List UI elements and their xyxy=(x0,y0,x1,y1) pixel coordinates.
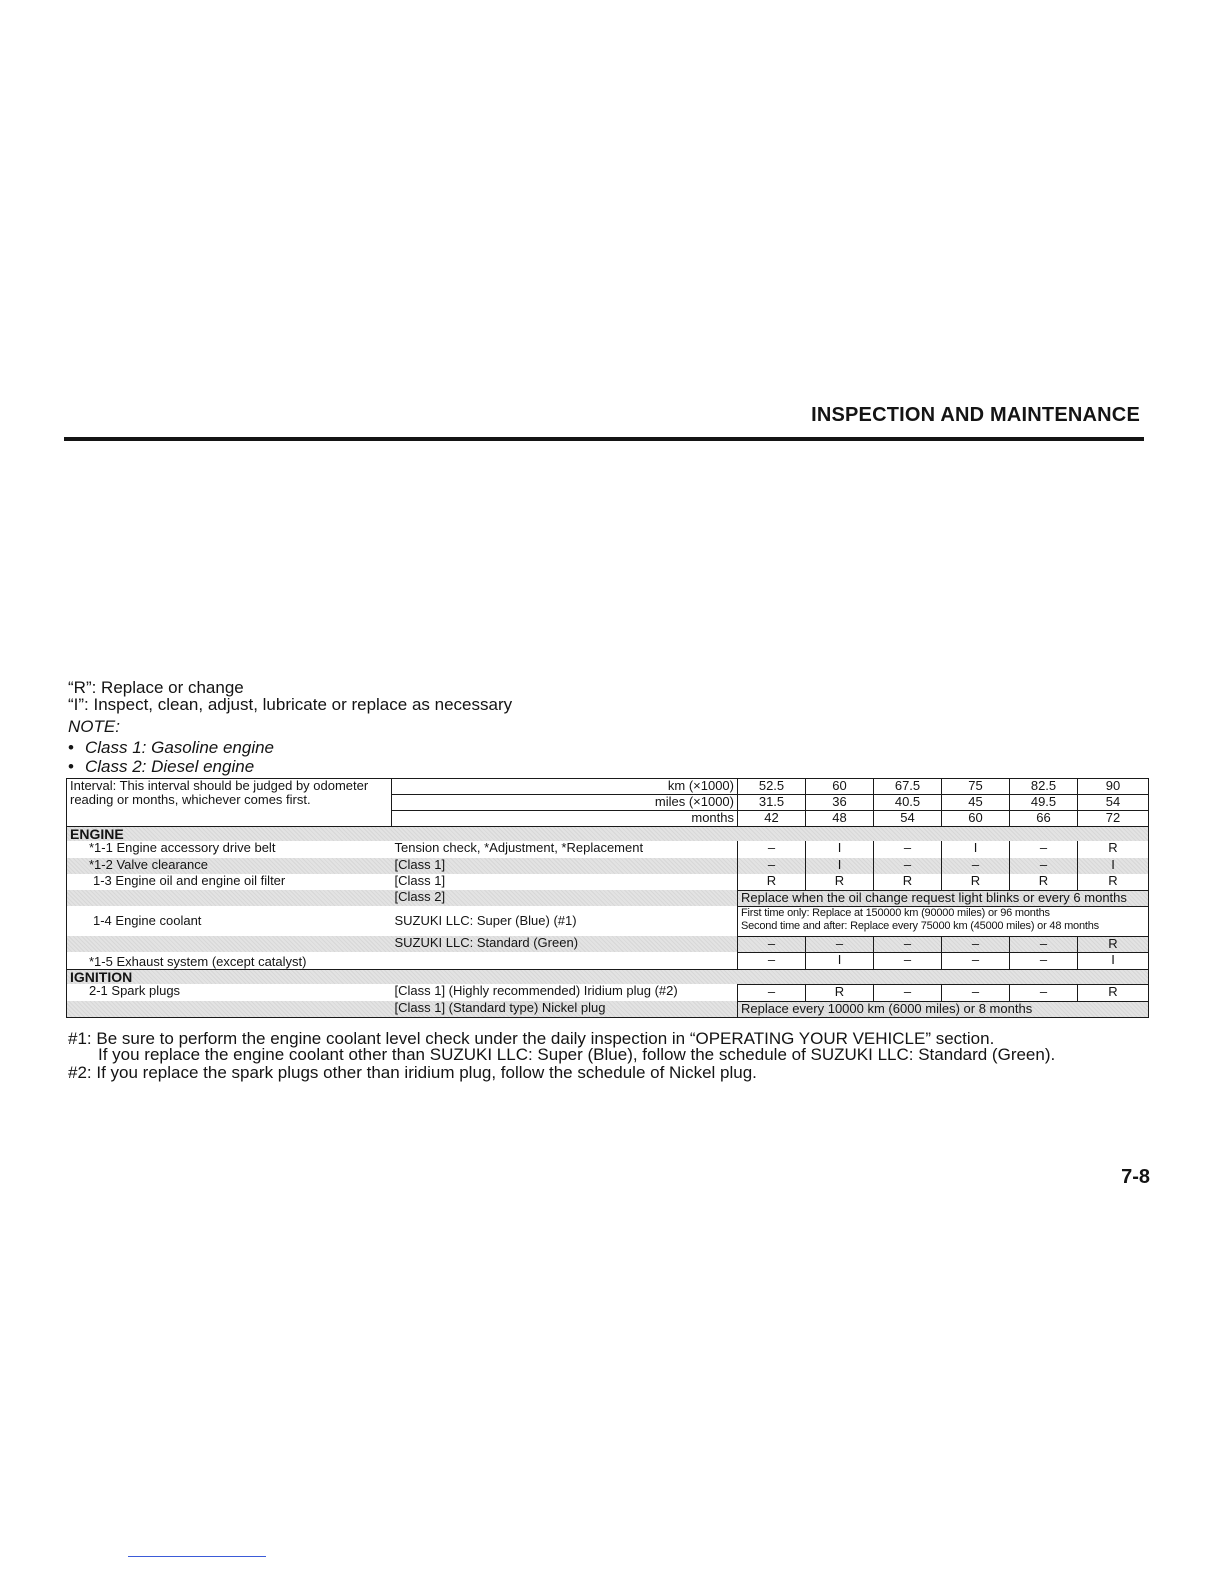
schedule-cell: – xyxy=(942,936,1010,952)
item-name: *1-1 Engine accessory drive belt xyxy=(67,841,392,858)
coolant-first-time: First time only: Replace at 150000 km (90000 miles) or 96 months xyxy=(741,906,1050,919)
item-name: *1-2 Valve clearance xyxy=(67,858,392,874)
schedule-cell: – xyxy=(738,858,806,874)
schedule-cell: – xyxy=(874,858,942,874)
note-label: NOTE: xyxy=(68,717,120,736)
schedule-cell: – xyxy=(874,952,942,969)
km-cell: 82.5 xyxy=(1010,779,1078,795)
schedule-cell: – xyxy=(806,936,874,952)
schedule-cell: – xyxy=(942,858,1010,874)
schedule-cell: I xyxy=(806,841,874,858)
schedule-cell: I xyxy=(942,841,1010,858)
km-cell: 75 xyxy=(942,779,1010,795)
oil-class2-schedule: Replace when the oil change request light blinks or every 6 months xyxy=(738,890,1149,906)
table-row xyxy=(67,1001,1149,1017)
km-cell: 67.5 xyxy=(874,779,942,795)
table-row xyxy=(67,952,1149,969)
engine-section-row xyxy=(67,827,1149,842)
schedule-cell: – xyxy=(1010,858,1078,874)
item-detail: SUZUKI LLC: Super (Blue) (#1) xyxy=(394,913,577,928)
footnote-1: #1: Be sure to perform the engine coolant level check under the daily inspection in “OPERATING YOUR VEHICLE” section. xyxy=(68,1029,995,1048)
item-detail: [Class 1] xyxy=(394,874,446,888)
item-name: 1-4 Engine coolant xyxy=(67,906,392,936)
schedule-cell: – xyxy=(1010,841,1078,858)
km-label: km (×1000) xyxy=(392,779,738,795)
item-detail: [Class 2] xyxy=(394,890,446,904)
months-cell: 54 xyxy=(874,811,942,827)
table-row xyxy=(67,906,1149,936)
item-name: *1-5 Exhaust system (except catalyst) xyxy=(67,952,392,969)
engine-section-title: ENGINE xyxy=(67,827,1149,842)
months-cell: 66 xyxy=(1010,811,1078,827)
km-cell: 90 xyxy=(1078,779,1149,795)
table-row xyxy=(67,858,1149,874)
coolant-super-schedule xyxy=(738,906,1149,936)
ignition-section-row xyxy=(67,969,1149,984)
legend-r: “R”: Replace or change xyxy=(68,678,244,697)
schedule-cell: – xyxy=(1010,952,1078,969)
miles-cell: 49.5 xyxy=(1010,795,1078,811)
item-detail: SUZUKI LLC: Standard (Green) xyxy=(394,936,579,950)
schedule-cell: R xyxy=(1078,984,1149,1001)
table-row xyxy=(67,841,1149,858)
table-row xyxy=(67,890,1149,906)
schedule-cell: I xyxy=(1078,858,1149,874)
schedule-cell: I xyxy=(1078,952,1149,969)
miles-cell: 31.5 xyxy=(738,795,806,811)
km-cell: 52.5 xyxy=(738,779,806,795)
table-row xyxy=(67,984,1149,1001)
item-detail: [Class 1] (Standard type) Nickel plug xyxy=(392,1001,738,1017)
page-number: 7-8 xyxy=(1121,1166,1150,1188)
schedule-cell: – xyxy=(1010,936,1078,952)
interval-note-line1: Interval: This interval should be judged by odometer xyxy=(70,778,369,793)
schedule-cell: R xyxy=(806,874,874,890)
schedule-cell: R xyxy=(942,874,1010,890)
months-label: months xyxy=(392,811,738,827)
schedule-cell: I xyxy=(806,858,874,874)
schedule-cell: R xyxy=(1010,874,1078,890)
schedule-cell: I xyxy=(806,952,874,969)
months-cell: 42 xyxy=(738,811,806,827)
schedule-cell: – xyxy=(738,841,806,858)
item-detail: [Class 1] (Highly recommended) Iridium plug (#2) xyxy=(394,984,678,998)
schedule-cell: R xyxy=(1078,936,1149,952)
schedule-cell: R xyxy=(806,984,874,1001)
footnote-1-continued: If you replace the engine coolant other than SUZUKI LLC: Super (Blue), follow the schedule of SUZUKI LLC: Standard (Green). xyxy=(98,1045,1056,1064)
item-name: 2-1 Spark plugs xyxy=(67,984,392,1001)
interval-note-line2: reading or months, whichever comes first. xyxy=(70,792,311,807)
schedule-cell: R xyxy=(1078,874,1149,890)
schedule-cell: R xyxy=(1078,841,1149,858)
note-class1: • Class 1: Gasoline engine xyxy=(68,738,274,758)
months-cell: 72 xyxy=(1078,811,1149,827)
miles-cell: 40.5 xyxy=(874,795,942,811)
item-detail: [Class 1] xyxy=(394,858,446,872)
schedule-cell: – xyxy=(738,936,806,952)
interval-note xyxy=(67,779,392,827)
bottom-link-line xyxy=(128,1556,266,1557)
schedule-cell: – xyxy=(738,984,806,1001)
km-row xyxy=(67,779,1149,795)
table-row xyxy=(67,874,1149,890)
schedule-cell: R xyxy=(738,874,806,890)
schedule-cell: – xyxy=(874,936,942,952)
maintenance-schedule-table xyxy=(66,778,1149,1018)
schedule-cell: R xyxy=(874,874,942,890)
coolant-second-time: Second time and after: Replace every 75000 km (45000 miles) or 48 months xyxy=(741,919,1099,932)
km-cell: 60 xyxy=(806,779,874,795)
nickel-plug-schedule: Replace every 10000 km (6000 miles) or 8 months xyxy=(738,1001,1149,1017)
miles-cell: 36 xyxy=(806,795,874,811)
note-class2: • Class 2: Diesel engine xyxy=(68,757,254,777)
item-detail: Tension check, *Adjustment, *Replacement xyxy=(394,841,644,855)
header-rule xyxy=(64,437,1144,441)
item-name: 1-3 Engine oil and engine oil filter xyxy=(67,874,392,890)
miles-cell: 45 xyxy=(942,795,1010,811)
schedule-cell: – xyxy=(874,841,942,858)
schedule-cell: – xyxy=(738,952,806,969)
page-header-title: INSPECTION AND MAINTENANCE xyxy=(811,404,1140,426)
schedule-cell: – xyxy=(942,952,1010,969)
schedule-cell: – xyxy=(942,984,1010,1001)
schedule-cell: – xyxy=(1010,984,1078,1001)
months-cell: 60 xyxy=(942,811,1010,827)
schedule-cell: – xyxy=(874,984,942,1001)
miles-cell: 54 xyxy=(1078,795,1149,811)
months-cell: 48 xyxy=(806,811,874,827)
ignition-section-title: IGNITION xyxy=(67,969,1149,984)
legend-i: “I”: Inspect, clean, adjust, lubricate or replace as necessary xyxy=(68,695,513,714)
footnote-2: #2: If you replace the spark plugs other than iridium plug, follow the schedule of Nickel plug. xyxy=(68,1063,757,1082)
table-row xyxy=(67,936,1149,952)
miles-label: miles (×1000) xyxy=(392,795,738,811)
